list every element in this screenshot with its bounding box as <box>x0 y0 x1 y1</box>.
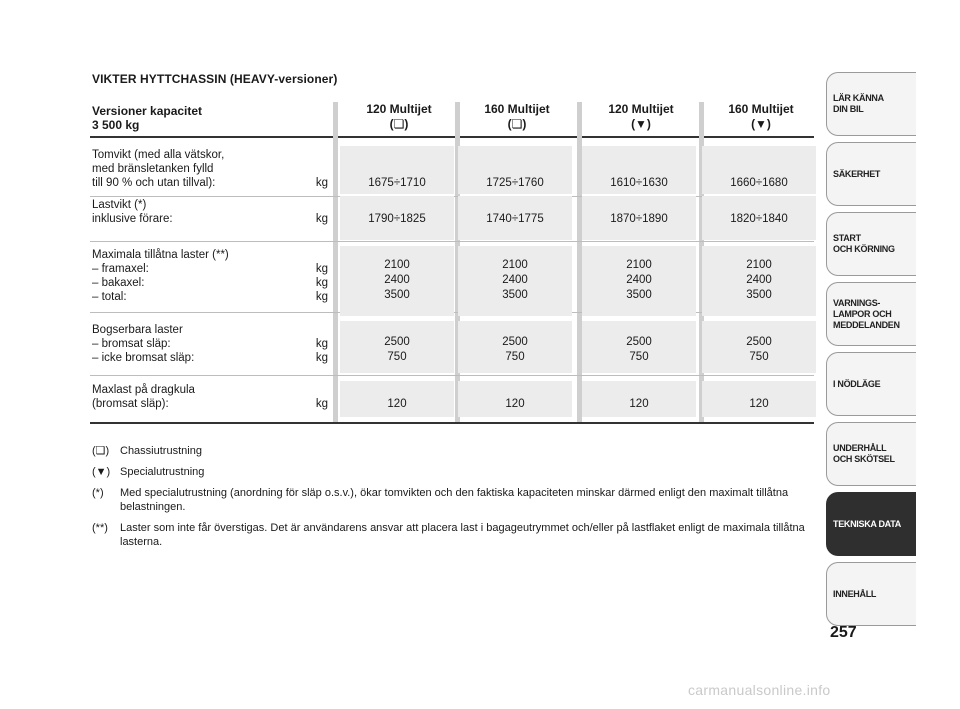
cell-value <box>704 335 814 365</box>
header-rule <box>90 136 814 138</box>
value-line: 750 <box>629 351 649 363</box>
row-label-text: Tomvikt (med alla vätskor, <box>92 149 225 161</box>
row-divider <box>90 241 814 242</box>
value-line: 750 <box>505 351 525 363</box>
row-label-line <box>92 276 328 290</box>
row-label-line <box>92 176 328 190</box>
cell-value <box>460 258 570 303</box>
footnote <box>92 465 812 479</box>
row-label-text: med bränsletanken fylld <box>92 163 214 175</box>
value-line: 2500 <box>746 336 772 348</box>
value-line: 2500 <box>502 336 528 348</box>
row-label <box>92 198 328 226</box>
column-header <box>706 102 816 132</box>
chapter-tab-label: VARNINGS- LAMPOR OCH MEDDELANDEN <box>833 297 900 330</box>
cell-value <box>342 397 452 412</box>
chapter-tab[interactable] <box>826 282 916 346</box>
row-label-line <box>92 212 328 226</box>
chapter-tab[interactable] <box>826 562 916 626</box>
row-label-line <box>92 248 328 262</box>
value-line: 2100 <box>502 259 528 271</box>
column-divider <box>333 102 338 422</box>
column-name: 160 Multijet <box>728 102 794 116</box>
value-line: 1660÷1680 <box>730 177 788 189</box>
footnote <box>92 486 812 514</box>
value-line: 2400 <box>384 274 410 286</box>
footnote-mark: (*) <box>92 487 104 499</box>
footnote-text: Med specialutrustning (anordning för släp o.s.v.), ökar tomvikten och den faktiska kapaciteten minskar därmed enligt den maximalt tillåtna belastningen. <box>120 487 789 513</box>
value-line: 2100 <box>384 259 410 271</box>
chapter-tab[interactable] <box>826 422 916 486</box>
weights-table <box>90 98 814 428</box>
chapter-tab[interactable] <box>826 212 916 276</box>
cell-value <box>342 258 452 303</box>
value-line: 750 <box>387 351 407 363</box>
cell-value <box>584 176 694 191</box>
column-symbol: (▼) <box>631 117 651 131</box>
page-number: 257 <box>830 624 857 641</box>
row-divider <box>90 375 814 376</box>
row-label-line <box>92 397 328 411</box>
footnote-mark: (▼) <box>92 466 111 478</box>
value-line: 1790÷1825 <box>368 213 426 225</box>
bottom-rule <box>90 422 814 424</box>
versions-label: Versioner kapacitet 3 500 kg <box>92 104 203 132</box>
value-line: 3500 <box>502 289 528 301</box>
value-line: 2500 <box>626 336 652 348</box>
cell-value <box>460 335 570 365</box>
value-line: 2400 <box>746 274 772 286</box>
unit-label: kg <box>315 177 328 189</box>
row-label <box>92 323 328 365</box>
row-label-text: Maximala tillåtna laster (**) <box>92 249 229 261</box>
unit-label: kg <box>315 338 328 350</box>
value-line: 750 <box>749 351 769 363</box>
row-label-text: Maxlast på dragkula <box>92 384 195 396</box>
value-line: 1610÷1630 <box>610 177 668 189</box>
value-line: 120 <box>387 398 407 410</box>
cell-value <box>584 258 694 303</box>
chapter-tab-label: TEKNISKA DATA <box>833 518 901 529</box>
footnote-text: Specialutrustning <box>120 466 205 478</box>
column-header <box>344 102 454 132</box>
footnote-mark: (❏) <box>92 445 110 457</box>
row-label-line <box>92 290 328 304</box>
chapter-tab-label: LÄR KÄNNA DIN BIL <box>833 93 884 114</box>
row-label-line <box>92 351 328 365</box>
value-line: 2400 <box>502 274 528 286</box>
column-header <box>586 102 696 132</box>
row-label-text: Lastvikt (*) <box>92 199 147 211</box>
row-label <box>92 383 328 411</box>
value-line: 1725÷1760 <box>486 177 544 189</box>
row-label-line <box>92 323 328 337</box>
cell-value <box>342 335 452 365</box>
cell-value <box>704 397 814 412</box>
cell-value <box>342 212 452 227</box>
column-name: 120 Multijet <box>608 102 674 116</box>
row-label-text: – total: <box>92 291 127 303</box>
value-line: 3500 <box>384 289 410 301</box>
value-line: 1675÷1710 <box>368 177 426 189</box>
unit-label: kg <box>315 277 328 289</box>
value-line: 1820÷1840 <box>730 213 788 225</box>
column-header <box>462 102 572 132</box>
row-label-text: – bromsat släp: <box>92 338 171 350</box>
chapter-tab-label: START OCH KÖRNING <box>833 233 895 254</box>
footnote-mark: (**) <box>92 522 108 534</box>
value-line: 2100 <box>746 259 772 271</box>
footnotes <box>92 444 812 556</box>
chapter-tab[interactable] <box>826 142 916 206</box>
value-line: 3500 <box>746 289 772 301</box>
chapter-tab-label: UNDERHÅLL OCH SKÖTSEL <box>833 443 895 464</box>
page-title: VIKTER HYTTCHASSIN (HEAVY-versioner) <box>92 72 338 86</box>
unit-label: kg <box>315 398 328 410</box>
unit-label: kg <box>315 291 328 303</box>
chapter-tab[interactable] <box>826 352 916 416</box>
column-symbol: (❏) <box>389 117 409 131</box>
column-name: 160 Multijet <box>484 102 550 116</box>
cell-value <box>460 397 570 412</box>
row-label-text: – icke bromsat släp: <box>92 352 195 364</box>
unit-label: kg <box>315 352 328 364</box>
row-label-text: (bromsat släp): <box>92 398 169 410</box>
footnote-text: Laster som inte får överstigas. Det är användarens ansvar att placera last i bagageutrymmet och/eller på lastflaket enligt de maximala tillåtna lasterna. <box>120 522 805 548</box>
value-line: 2500 <box>384 336 410 348</box>
row-label-text: inklusive förare: <box>92 213 173 225</box>
chapter-tab-label: SÄKERHET <box>833 168 881 179</box>
row-label-line <box>92 162 328 176</box>
column-symbol: (▼) <box>751 117 771 131</box>
row-label <box>92 248 328 304</box>
cell-value <box>704 176 814 191</box>
column-symbol: (❏) <box>507 117 527 131</box>
value-line: 120 <box>505 398 525 410</box>
cell-value <box>584 397 694 412</box>
unit-label: kg <box>315 213 328 225</box>
cell-value <box>460 212 570 227</box>
row-label-text: – bakaxel: <box>92 277 145 289</box>
value-line: 2400 <box>626 274 652 286</box>
value-line: 3500 <box>626 289 652 301</box>
row-label-line <box>92 383 328 397</box>
chapter-tab-label: I NÖDLÄGE <box>833 378 881 389</box>
cell-value <box>704 258 814 303</box>
cell-value <box>584 335 694 365</box>
row-label <box>92 148 328 190</box>
cell-value <box>460 176 570 191</box>
value-line: 120 <box>629 398 649 410</box>
watermark: carmanualsonline.info <box>688 682 831 698</box>
cell-value <box>704 212 814 227</box>
footnote <box>92 521 812 549</box>
footnote <box>92 444 812 458</box>
value-line: 1740÷1775 <box>486 213 544 225</box>
value-line: 1870÷1890 <box>610 213 668 225</box>
row-label-line <box>92 198 328 212</box>
row-label-text: Bogserbara laster <box>92 324 183 336</box>
unit-label: kg <box>315 263 328 275</box>
chapter-tab[interactable] <box>826 72 916 136</box>
row-label-line <box>92 337 328 351</box>
value-line: 120 <box>749 398 769 410</box>
row-label-text: – framaxel: <box>92 263 149 275</box>
row-label-line <box>92 262 328 276</box>
cell-value <box>342 176 452 191</box>
row-label-line <box>92 148 328 162</box>
value-line: 2100 <box>626 259 652 271</box>
chapter-tab[interactable] <box>826 492 916 556</box>
footnote-text: Chassiutrustning <box>120 445 202 457</box>
cell-value <box>584 212 694 227</box>
column-name: 120 Multijet <box>366 102 432 116</box>
chapter-tab-label: INNEHÅLL <box>833 588 877 599</box>
row-label-text: till 90 % och utan tillval): <box>92 177 216 189</box>
